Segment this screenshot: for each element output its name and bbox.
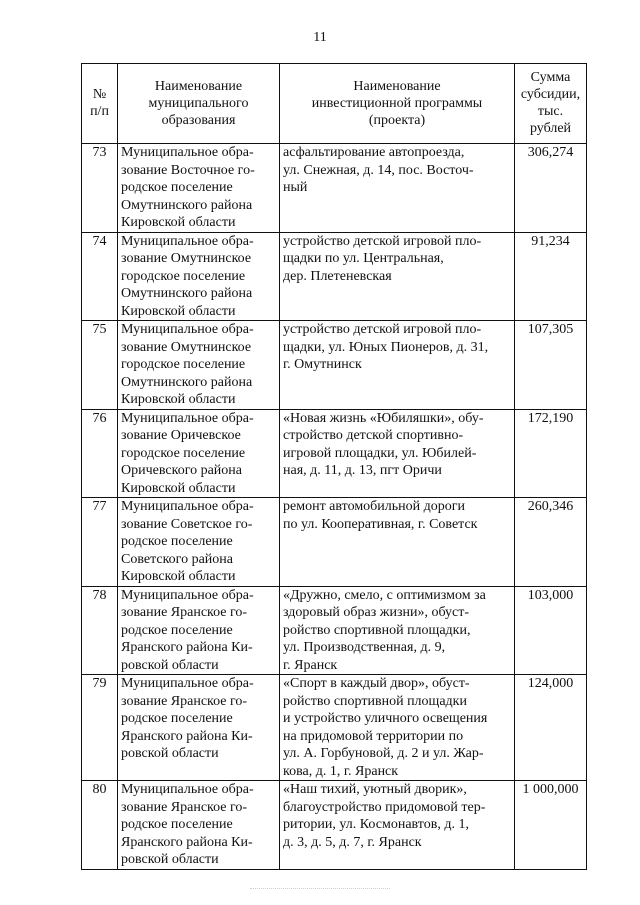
table-row: [82, 232, 587, 321]
text-line: щадки по ул. Центральная,: [283, 251, 444, 266]
table-body: [82, 144, 587, 870]
text-line: Омутнинского района: [121, 197, 253, 213]
text-line: Муниципальное обра-: [121, 499, 254, 514]
text-line: и устройство уличного освещения: [283, 711, 488, 726]
text-line: родское поселение: [121, 817, 233, 832]
text-line: Муниципальное обра-: [121, 145, 254, 160]
row-sum: 1 000,000: [515, 781, 587, 870]
text-line: устройство детской игровой пло-: [283, 233, 482, 249]
text-line: устройство детской игровой пло-: [283, 322, 482, 337]
text-line: Сумма: [530, 70, 571, 85]
text-line: Кировской области: [121, 392, 236, 407]
row-program: [280, 586, 515, 675]
row-municipality: [118, 409, 280, 498]
header-municipality: [118, 64, 280, 144]
row-number: 78: [82, 586, 118, 675]
text-line: ная, д. 11, д. 13, пгт Оричи: [283, 463, 442, 478]
text-line: г. Яранск: [283, 657, 338, 673]
row-sum: 91,234: [515, 232, 587, 321]
text-line: Муниципальное обра-: [121, 587, 254, 603]
row-number: 76: [82, 409, 118, 498]
table-row: [82, 321, 587, 410]
text-line: образования: [161, 112, 236, 128]
text-line: родское поселение: [121, 180, 233, 195]
header-sum: [515, 64, 587, 144]
header-program: [280, 64, 515, 144]
text-line: Омутнинского района: [121, 374, 253, 390]
text-line: родское поселение: [121, 622, 233, 638]
table-row: [82, 586, 587, 675]
text-line: ровской области: [121, 657, 219, 673]
text-line: зование Омутнинское: [121, 339, 252, 355]
text-line: №: [92, 87, 107, 102]
page-footer-smudge: [250, 888, 390, 890]
row-number: 74: [82, 232, 118, 321]
text-line: Советского района: [121, 551, 233, 567]
row-program: [280, 144, 515, 233]
text-line: по ул. Кооперативная, г. Советск: [283, 516, 478, 532]
row-sum: 306,274: [515, 144, 587, 233]
text-line: ул. Снежная, д. 14, пос. Восточ-: [283, 162, 474, 178]
table-row: [82, 675, 587, 781]
text-line: Кировской области: [121, 480, 236, 496]
row-municipality: [118, 321, 280, 410]
text-line: зование Советское го-: [121, 516, 253, 532]
text-line: Муниципальное обра-: [121, 233, 254, 249]
text-line: городское поселение: [121, 357, 246, 372]
text-line: «Новая жизнь «Юбиляшки», обу-: [283, 410, 484, 426]
text-line: городское поселение: [121, 268, 246, 284]
text-line: Муниципальное обра-: [121, 410, 254, 426]
text-line: ный: [283, 180, 308, 195]
row-program: [280, 232, 515, 321]
text-line: ройство спортивной площадки: [283, 693, 467, 709]
text-line: Наименование: [154, 78, 243, 94]
row-municipality: [118, 586, 280, 675]
row-number: 79: [82, 675, 118, 781]
text-line: Омутнинского района: [121, 286, 253, 301]
row-sum: 107,305: [515, 321, 587, 410]
text-line: зование Оричевское: [121, 428, 241, 443]
row-municipality: [118, 675, 280, 781]
text-line: «Дружно, смело, с оптимизмом за: [283, 587, 486, 603]
row-number: 80: [82, 781, 118, 870]
text-line: ул. Производственная, д. 9,: [283, 640, 446, 655]
text-line: зование Восточное го-: [121, 162, 255, 178]
row-program: [280, 675, 515, 781]
text-line: родское поселение: [121, 534, 233, 549]
text-line: городское поселение: [121, 445, 246, 461]
text-line: ровской области: [121, 852, 219, 867]
text-line: щадки, ул. Юных Пионеров, д. 31,: [283, 339, 489, 355]
row-number: 73: [82, 144, 118, 233]
text-line: ровской области: [121, 746, 219, 761]
table-row: [82, 144, 587, 233]
text-line: Муниципальное обра-: [121, 676, 254, 691]
text-line: инвестиционной программы: [311, 95, 483, 111]
row-number: 75: [82, 321, 118, 410]
row-program: [280, 409, 515, 498]
row-sum: 260,346: [515, 498, 587, 587]
text-line: Яранского района Ки-: [121, 640, 253, 655]
text-line: д. 3, д. 5, д. 7, г. Яранск: [283, 834, 422, 850]
page-number: 11: [313, 30, 327, 45]
text-line: Наименование: [353, 78, 441, 94]
subsidy-table: [81, 63, 587, 870]
text-line: «Спорт в каждый двор», обуст-: [283, 676, 470, 691]
row-sum: 172,190: [515, 409, 587, 498]
text-line: зование Омутнинское: [121, 251, 252, 266]
text-line: субсидии,: [520, 87, 581, 102]
text-line: «Наш тихий, уютный дворик»,: [283, 782, 467, 797]
text-line: (проекта): [368, 112, 426, 128]
header-number: [82, 64, 118, 144]
text-line: рублей: [529, 121, 572, 136]
text-line: кова, д. 1, г. Яранск: [283, 763, 399, 779]
text-line: Кировской области: [121, 569, 236, 584]
table-row: [82, 498, 587, 587]
text-line: Яранского района Ки-: [121, 728, 253, 744]
row-number: 77: [82, 498, 118, 587]
row-program: [280, 321, 515, 410]
text-line: Кировской области: [121, 215, 236, 230]
text-line: п/п: [90, 104, 109, 119]
text-line: игровой площадки, ул. Юбилей-: [283, 445, 477, 461]
table-row: [82, 781, 587, 870]
text-line: ритории, ул. Космонавтов, д. 1,: [283, 817, 469, 832]
text-line: Яранского района Ки-: [121, 834, 253, 850]
text-line: родское поселение: [121, 711, 233, 726]
text-line: стройство детской спортивно-: [283, 428, 464, 443]
text-line: асфальтирование автопроезда,: [283, 145, 465, 160]
row-sum: 124,000: [515, 675, 587, 781]
text-line: тыс.: [537, 104, 564, 119]
table-header-row: [82, 64, 587, 144]
text-line: Кировской области: [121, 303, 236, 319]
text-line: зование Яранское го-: [121, 605, 248, 620]
table-row: [82, 409, 587, 498]
text-line: на придомовой территории по: [283, 728, 464, 744]
row-sum: 103,000: [515, 586, 587, 675]
text-line: Оричевского района: [121, 463, 242, 478]
text-line: зование Яранское го-: [121, 799, 248, 815]
text-line: г. Омутнинск: [283, 357, 362, 372]
row-municipality: [118, 232, 280, 321]
row-program: [280, 781, 515, 870]
text-line: муниципального: [148, 95, 249, 111]
row-program: [280, 498, 515, 587]
row-municipality: [118, 498, 280, 587]
row-municipality: [118, 781, 280, 870]
text-line: ройство спортивной площадки,: [283, 622, 471, 638]
text-line: ремонт автомобильной дороги: [283, 499, 466, 514]
text-line: Муниципальное обра-: [121, 322, 254, 337]
text-line: Муниципальное обра-: [121, 782, 254, 797]
text-line: дер. Плетеневская: [283, 268, 392, 284]
text-line: благоустройство придомовой тер-: [283, 799, 486, 815]
row-municipality: [118, 144, 280, 233]
text-line: зование Яранское го-: [121, 693, 248, 709]
text-line: ул. А. Горбуновой, д. 2 и ул. Жар-: [283, 746, 484, 761]
text-line: здоровый образ жизни», обуст-: [283, 605, 470, 620]
